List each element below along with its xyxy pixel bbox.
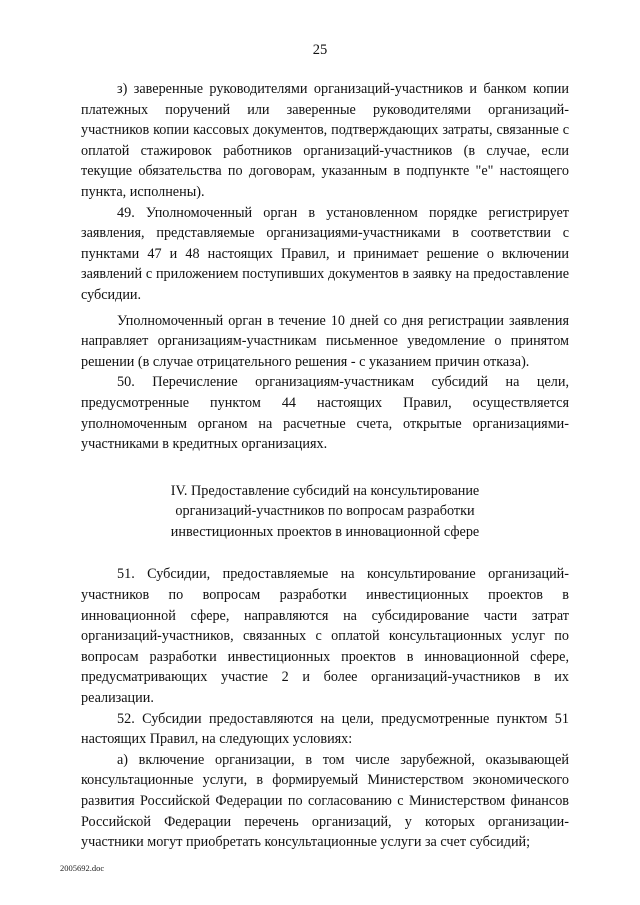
page-number: 25: [312, 42, 328, 58]
section-heading-line: организаций-участников по вопросам разработки: [175, 503, 475, 520]
paragraph-50: 50. Перечисление организациям-участникам субсидий на цели, предусмотренные пунктом 44 настоящих Правил, осуществляется уполномоченным органом на расчетные счета, открытые организациями-участниками в кредитных организациях.: [81, 374, 569, 453]
paragraph-52a: а) включение организации, в том числе зарубежной, оказывающей консультационные услуги, в формируемый Министерством экономического развития Российской Федерации по согласованию с Министерством финансов Российской Федерации перечень организаций, у которых организации-участники могут приобретать консультационные услуги за счет субсидий;: [81, 751, 569, 851]
section-heading-line: IV. Предоставление субсидий на консультирование: [170, 482, 480, 499]
paragraph-49: 49. Уполномоченный орган в установленном порядке регистрирует заявления, представляемые организациями-участниками в соответствии с пунктами 47 и 48 настоящих Правил, и принимает решение о включении заявлений с приложением поступивших документов в заявку на предоставление субсидии.: [81, 204, 569, 303]
paragraph-48z: з) заверенные руководителями организаций-участников и банком копии платежных поручений или заверенные руководителями организаций-участников копии кассовых документов, подтверждающих затраты, связанные с оплатой стажировок работников организаций-участников (в случае, если текущие обязательства по договорам, указанным в подпункте "е" настоящего пункта, исполнены).: [81, 81, 569, 200]
document-body: [81, 79, 569, 853]
paragraph-51: 51. Субсидии, предоставляемые на консультирование организаций-участников по вопросам разработки инвестиционных проектов в инновационной сфере, направляются на субсидирование части затрат организаций-участников, связанных с оплатой консультационных услуг по вопросам разработки инвестиционных проектов в инновационной сфере, предусматривающих участие 2 и более организаций-участников в их реализации.: [81, 566, 569, 707]
paragraph-52: 52. Субсидии предоставляются на цели, предусмотренные пунктом 51 настоящих Правил, на следующих условиях:: [81, 710, 569, 748]
paragraph-49-notice: Уполномоченный орган в течение 10 дней со дня регистрации заявления направляет организациям-участникам письменное уведомление о принятом решении (в случае отрицательного решения - с указанием причин отказа).: [81, 312, 569, 370]
section-heading-line: инвестиционных проектов в инновационной сфере: [170, 523, 480, 540]
section-heading: [81, 481, 569, 543]
file-name-footer: 2005692.doc: [60, 863, 105, 873]
